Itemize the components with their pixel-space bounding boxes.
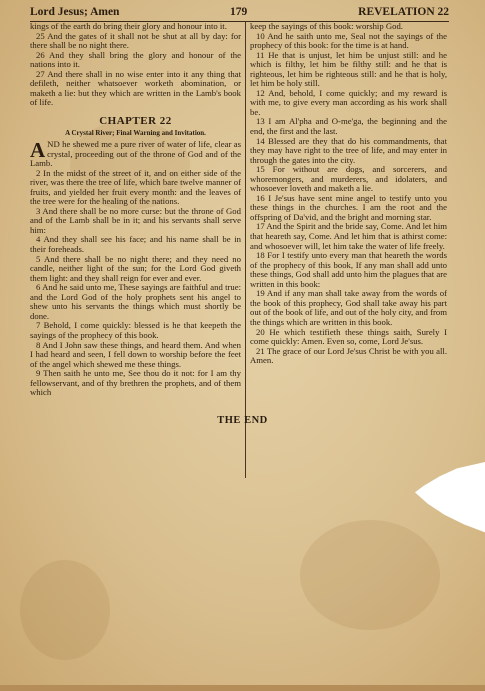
verse: 26 And they shall bring the glory and honour of the nations into it. [30,49,241,70]
verse: 19 And if any man shall take away from the words of the book of this prophecy, God shall take away his part out of the book of life, and out of the holy city, and from the things which are written in this book. [250,288,447,327]
the-end-label: THE END [217,415,268,426]
left-column [30,22,241,398]
verse: 21 The grace of our Lord Je'sus Christ be with you all. Amen. [250,345,447,366]
verse: 15 For without are dogs, and sorcerers, and whoremongers, and murderers, and idolaters, and whosoever loveth and maketh a lie. [250,164,447,194]
column-divider [245,22,246,478]
running-header [30,6,449,22]
paper-stain [300,520,440,630]
page-number: 179 [230,6,248,18]
verse: 17 And the Spirit and the bride say, Come. And let him that heareth say, Come. And let him that is athirst come: and whosoever will, let him take the water of life freely. [250,221,447,251]
verse: 14 Blessed are they that do his commandments, that they may have right to the tree of life, and may enter in through the gates into the city. [250,135,447,165]
chapter-title: CHAPTER 22 [99,114,172,127]
verse: 2 In the midst of the street of it, and on either side of the river, was there the tree of life, which bare twelve manner of fruits, and yielded her fruit every month: and the leaves of the tree were for the healing of the nations. [30,167,241,207]
verse: 7 Behold, I come quickly: blessed is he that keepeth the sayings of the prophecy of this book. [30,320,241,340]
verse: 9 Then saith he unto me, See thou do it not: for I am thy fellowservant, and of thy brethren the prophets, and of them which [30,368,241,398]
verse: 25 And the gates of it shall not be shut at all by day: for there shall be no night there. [30,30,241,51]
verse: 13 I am Al'pha and O-me'ga, the beginning and the end, the first and the last. [250,116,447,137]
header-right: REVELATION 22 [358,6,449,18]
verse: 6 And he said unto me, These sayings are faithful and true: and the Lord God of the holy prophets sent his angel to shew unto his servants the things which must shortly be done. [30,282,241,321]
verse: 4 And they shall see his face; and his name shall be in their foreheads. [30,234,241,255]
verse: 12 And, behold, I come quickly; and my reward is with me, to give every man according as his work shall be. [250,87,447,117]
verse: 5 And there shall be no night there; and they need no candle, neither light of the sun; for the Lord God giveth them light: and they shall reign for ever and ever. [30,253,241,283]
verse: 11 He that is unjust, let him be unjust still: and he which is filthy, let him be filthy still: and he that is righteous, let him be righteous still: and he that is holy, let him be holy still. [250,49,447,89]
verse: 27 And there shall in no wise enter into it any thing that defileth, neither whatsoever worketh abomination, or maketh a lie: but they which are written in the Lamb's book of life. [30,68,241,108]
header-left: Lord Jesus; Amen [30,6,120,18]
verse: 10 And he saith unto me, Seal not the sayings of the prophecy of this book: for the time is at hand. [250,30,447,51]
verse-first [30,140,241,169]
right-column [250,22,447,366]
drop-cap: A [30,138,46,163]
paper-stain [20,560,110,660]
verse: 8 And I John saw these things, and heard them. And when I had heard and seen, I fell down to worship before the feet of the angel which shewed me these things. [30,339,241,369]
page-bottom-edge [0,685,485,691]
torn-edge [415,462,485,542]
verse: 20 He which testifieth these things saith, Surely I come quickly: Amen. Even so, come, Lord Je'sus. [250,326,447,347]
verse: 16 I Je'sus have sent mine angel to testify unto you these things in the churches. I am the root and the offspring of Da'vid, and the bright and morning star. [250,192,447,222]
verse: keep the sayings of this book: worship God. [250,21,403,31]
verse: kings of the earth do bring their glory and honour into it. [30,21,227,31]
verse-first-text: ND he shewed me a pure river of water of life, clear as crystal, proceeding out of the throne of God and of the Lamb. [30,139,241,169]
verse: 3 And there shall be no more curse: but the throne of God and of the Lamb shall be in it; and his servants shall serve him: [30,205,241,235]
section-heading: A Crystal River; Final Warning and Invitation. [65,129,206,138]
verse: 18 For I testify unto every man that heareth the words of the prophecy of this book, If any man shall add unto these things, God shall add unto him the plagues that are written in this book: [250,250,447,289]
